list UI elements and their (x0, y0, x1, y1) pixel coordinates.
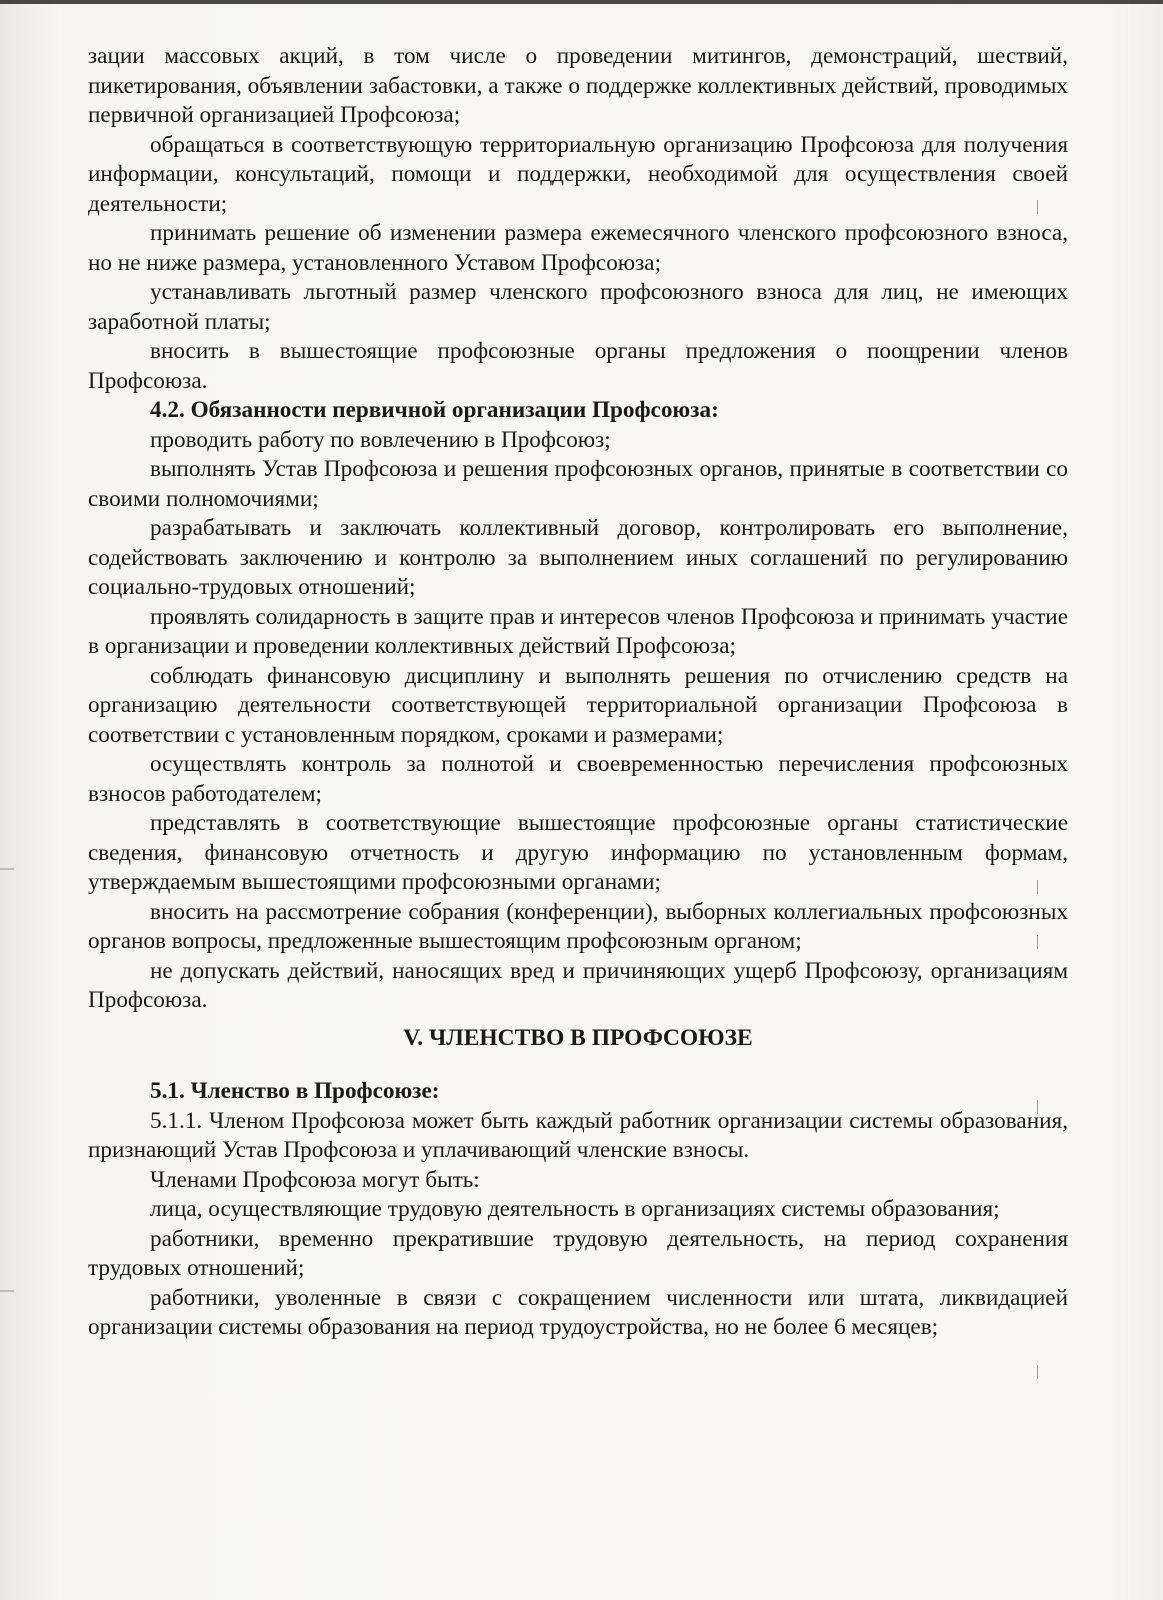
document-body (88, 42, 1068, 1343)
paragraph: работники, уволенные в связи с сокращением численности или штата, ликвидацией организации системы образования на период трудоустройства, но не более 6 месяцев; (88, 1284, 1068, 1340)
margin-mark (0, 1290, 14, 1292)
margin-mark (0, 868, 14, 870)
paragraph: не допускать действий, наносящих вред и причиняющих ущерб Профсоюзу, организациям Профсоюза. (88, 957, 1068, 1013)
paragraph: лица, осуществляющие трудовую деятельность в организациях системы образования; (150, 1196, 1000, 1222)
subsection-heading-4-2: 4.2. Обязанности первичной организации Профсоюза: (150, 397, 719, 423)
paragraph: 5.1.1. Членом Профсоюза может быть каждый работник организации системы образования, признающий Устав Профсоюза и уплачивающий членские взносы. (88, 1107, 1068, 1163)
paragraph: работники, временно прекратившие трудовую деятельность, на период сохранения трудовых отношений; (88, 1225, 1068, 1281)
paragraph: обращаться в соответствующую территориальную организацию Профсоюза для получения информации, консультаций, помощи и поддержки, необходимой для осуществления своей деятельности; (88, 131, 1068, 217)
paragraph: выполнять Устав Профсоюза и решения профсоюзных органов, принятые в соответствии со своими полномочиями; (88, 456, 1068, 512)
paragraph: представлять в соответствующие вышестоящие профсоюзные органы статистические сведения, финансовую отчетность и другую информацию по установленным формам, утверждаемым вышестоящими профсоюзными органами; (88, 810, 1068, 895)
subsection-heading-5-1: 5.1. Членство в Профсоюзе: (150, 1078, 440, 1104)
paragraph: принимать решение об изменении размера ежемесячного членского профсоюзного взноса, но не ниже размера, установленного Уставом Профсоюза; (88, 220, 1068, 276)
paragraph: проводить работу по вовлечению в Профсоюз; (150, 426, 611, 453)
paragraph: осуществлять контроль за полнотой и своевременностью перечисления профсоюзных взносов работодателем; (88, 751, 1068, 807)
section-title: V. ЧЛЕНСТВО В ПРОФСОЮЗЕ (403, 1024, 753, 1051)
paragraph: устанавливать льготный размер членского профсоюзного взноса для лиц, не имеющих заработной платы; (88, 279, 1068, 335)
paragraph: зации массовых акций, в том числе о проведении митингов, демонстраций, шествий, пикетирования, объявлении забастовки, а также о поддержке коллективных действий, проводимых первичной организацией Профсоюза; (88, 43, 1068, 128)
paragraph: разрабатывать и заключать коллективный договор, контролировать его выполнение, содействовать заключению и контролю за выполнением иных соглашений по регулированию социально-трудовых отношений; (88, 515, 1068, 600)
paragraph: соблюдать финансовую дисциплину и выполнять решения по отчислению средств на организацию деятельности соответствующей территориальной организации Профсоюза в соответствии с установленным порядком, сроками и размерами; (88, 662, 1068, 748)
paragraph: Членами Профсоюза могут быть: (150, 1166, 480, 1193)
scan-tick (1037, 1365, 1038, 1379)
scan-top-edge (0, 0, 1163, 4)
paragraph: вносить на рассмотрение собрания (конференции), выборных коллегиальных профсоюзных органов вопросы, предложенные вышестоящим профсоюзным органом; (88, 898, 1068, 954)
paragraph: проявлять солидарность в защите прав и интересов членов Профсоюза и принимать участие в организации и проведении коллективных действий Профсоюза; (88, 603, 1068, 659)
paragraph: вносить в вышестоящие профсоюзные органы предложения о поощрении членов Профсоюза. (88, 338, 1068, 394)
